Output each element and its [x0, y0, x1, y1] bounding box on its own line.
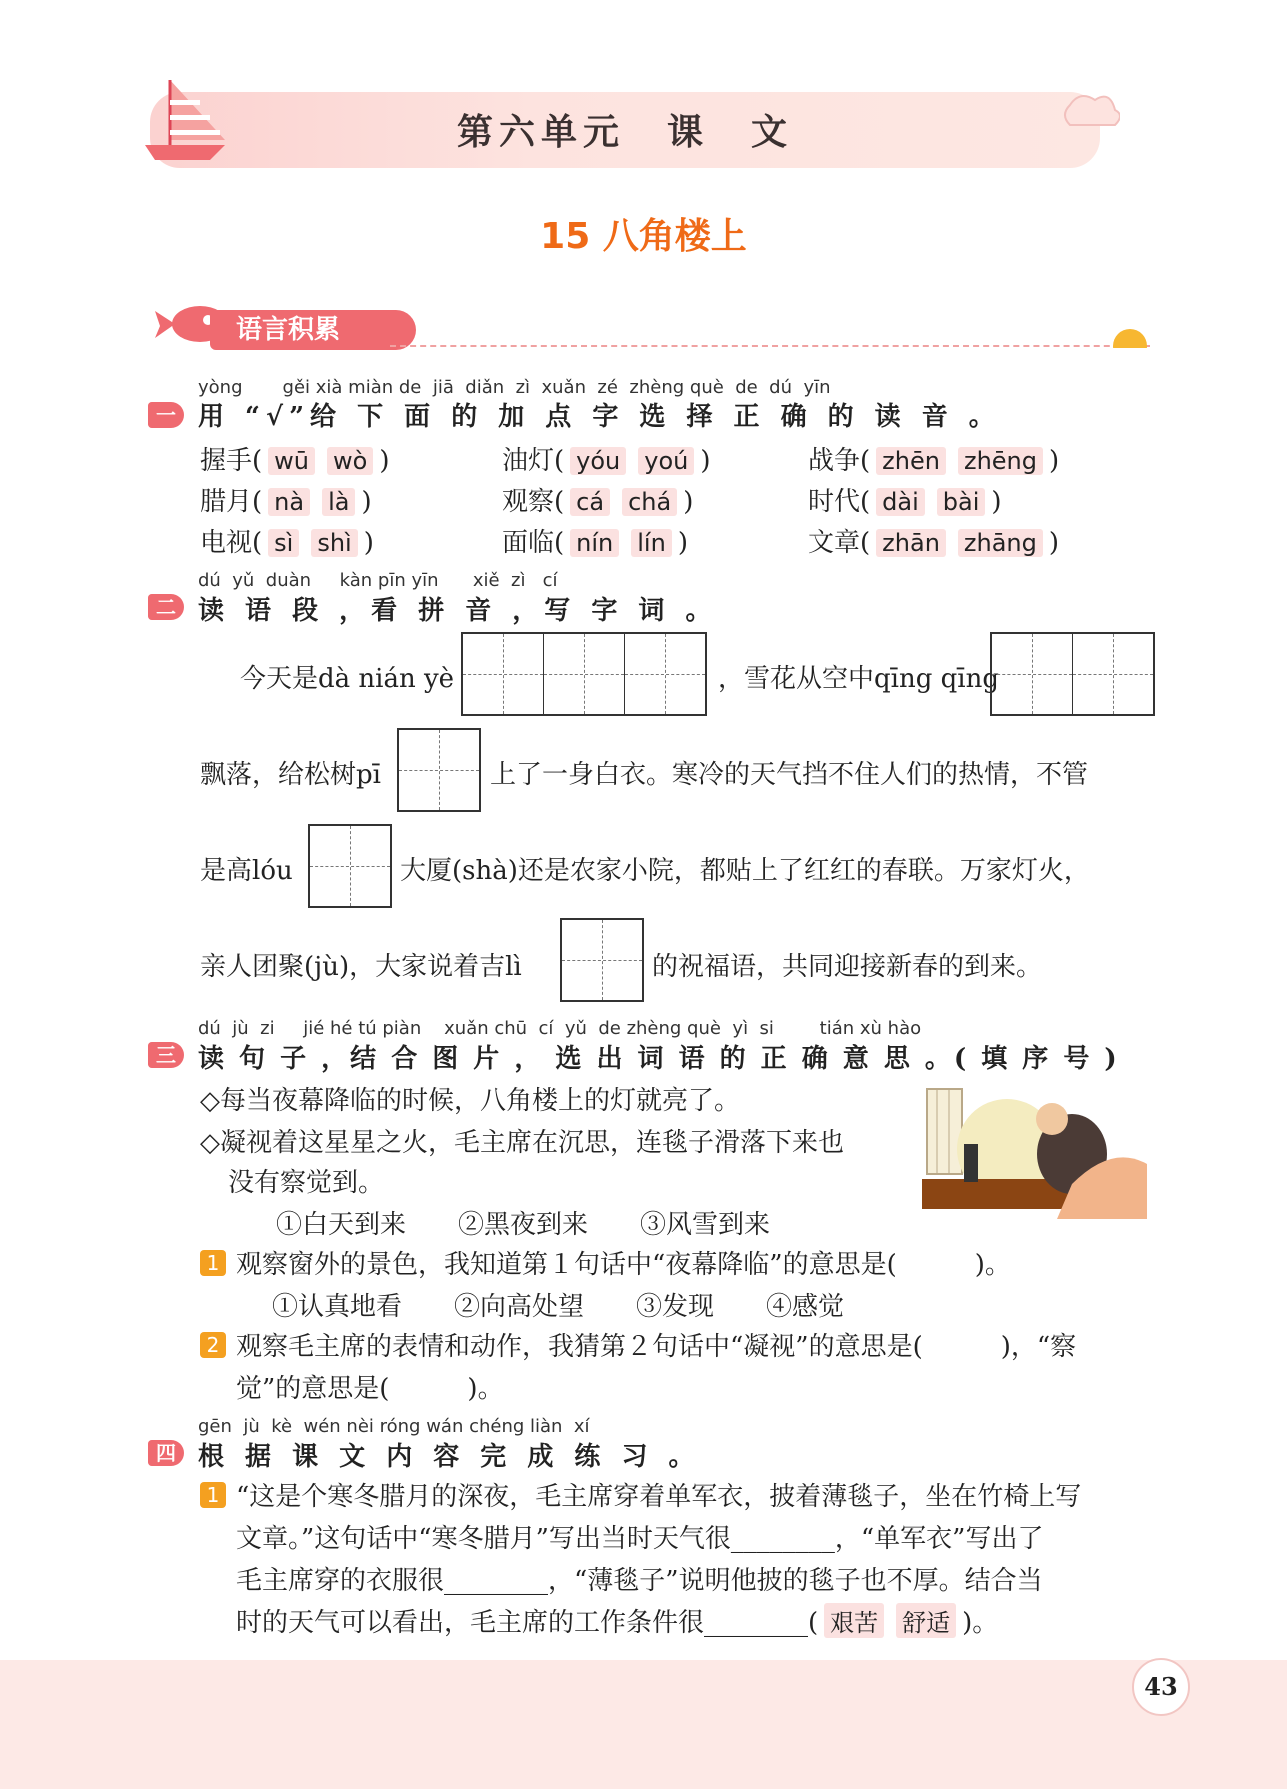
- option-b[interactable]: lín: [631, 529, 672, 557]
- passage-text: 飘落，给松树pī: [200, 760, 381, 790]
- passage-text: ，雪花从空中qīng qīng: [718, 664, 999, 694]
- q1-word: 油灯: [502, 446, 555, 476]
- writing-grid[interactable]: [308, 824, 392, 908]
- option-a[interactable]: yóu: [570, 447, 626, 475]
- q2-instruction: 读 语 段 ，看 拼 音 ，写 字 词 。: [198, 596, 718, 626]
- sentence: ◇每当夜幕降临的时候，八角楼上的灯就亮了。: [200, 1086, 740, 1116]
- q3-pinyin: dú jù zi jié hé tú piàn xuǎn chū cí yǔ de zhèng què yì si tián xù hào: [198, 1018, 922, 1039]
- q4-line: [236, 1602, 998, 1639]
- page-number: 43: [1132, 1658, 1190, 1716]
- sentence: 没有察觉到。: [228, 1168, 385, 1198]
- options: ①白天到来 ②黑夜到来 ③风雪到来: [276, 1210, 771, 1240]
- writing-grid[interactable]: [397, 728, 481, 812]
- sub-question-number: 1: [200, 1482, 226, 1508]
- q1-instruction: 用 “√”给 下 面 的 加 点 字 选 择 正 确 的 读 音 。: [198, 402, 1001, 432]
- writing-grid[interactable]: [990, 632, 1155, 716]
- option-b[interactable]: bài: [937, 488, 986, 516]
- q4-line: “这是个寒冬腊月的深夜，毛主席穿着单军衣，披着薄毯子，坐在竹椅上写: [236, 1482, 1082, 1512]
- q1-word: 时代: [808, 487, 861, 517]
- section-tag: 语言积累: [210, 310, 416, 350]
- q4-badge: 四: [148, 1440, 184, 1466]
- passage-text: 是高lóu: [200, 856, 293, 886]
- option-a[interactable]: zhēn: [876, 447, 946, 475]
- passage-text: 亲人团聚(jù)，大家说着吉lì: [200, 952, 522, 982]
- q1-badge: 一: [148, 402, 184, 428]
- option-b[interactable]: chá: [622, 488, 677, 516]
- option-b[interactable]: shì: [311, 529, 357, 557]
- options: ①认真地看 ②向高处望 ③发现 ④感觉: [272, 1292, 845, 1322]
- q4-pinyin: gēn jù kè wén nèi róng wán chéng liàn xí: [198, 1416, 590, 1437]
- q1-item: 握手( wū wò ): [200, 446, 390, 476]
- q4-line: 毛主席穿的衣服很________，“薄毯子”说明他披的毯子也不厚。结合当: [236, 1566, 1043, 1596]
- sub-question-number: 1: [200, 1250, 226, 1276]
- passage-text: 上了一身白衣。寒冷的天气挡不住人们的热情，不管: [490, 760, 1089, 790]
- section-divider: [390, 345, 1150, 347]
- option-b[interactable]: là: [322, 488, 355, 516]
- passage-text: 今天是dà nián yè: [240, 664, 455, 694]
- option-b[interactable]: zhēng: [958, 447, 1043, 475]
- q1-word: 握手: [200, 446, 253, 476]
- option-b[interactable]: zhāng: [958, 529, 1043, 557]
- option-b[interactable]: wò: [327, 447, 373, 475]
- q1-item: 时代( dài bài ): [808, 487, 1002, 517]
- q2-badge: 二: [148, 594, 184, 620]
- passage-text: 大厦(shà)还是农家小院，都贴上了红红的春联。万家灯火，: [400, 856, 1090, 886]
- option-a[interactable]: nà: [268, 488, 310, 516]
- q1-word: 面临: [502, 528, 555, 558]
- writing-grid[interactable]: [560, 918, 644, 1002]
- q4-line: 文章。”这句话中“寒冬腊月”写出当时天气很________，“单军衣”写出了: [236, 1524, 1044, 1554]
- sub-question: 观察窗外的景色，我知道第１句话中“夜幕降临”的意思是( )。: [236, 1250, 1011, 1280]
- option-a[interactable]: nín: [570, 529, 619, 557]
- writing-grid[interactable]: [461, 632, 707, 716]
- q1-word: 战争: [808, 446, 861, 476]
- q1-item: 战争( zhēn zhēng ): [808, 446, 1060, 476]
- option-b[interactable]: yoú: [638, 447, 694, 475]
- q4-line-end: )。: [962, 1608, 999, 1638]
- q4-instruction: 根 据 课 文 内 容 完 成 练 习 。: [198, 1442, 701, 1472]
- lesson-title: 15 八角楼上: [540, 216, 747, 257]
- q1-word: 腊月: [200, 487, 253, 517]
- sub-question: 观察毛主席的表情和动作，我猜第２句话中“凝视”的意思是( )，“察: [236, 1332, 1077, 1362]
- q1-word: 观察: [502, 487, 555, 517]
- sun-icon: [1105, 318, 1155, 348]
- footer-background: [0, 1660, 1287, 1789]
- q1-word: 文章: [808, 528, 861, 558]
- q1-word: 电视: [200, 528, 253, 558]
- option-a[interactable]: wū: [268, 447, 315, 475]
- q2-pinyin: dú yǔ duàn kàn pīn yīn xiě zì cí: [198, 570, 558, 591]
- unit-title: 第六单元 课 文: [456, 112, 793, 153]
- q3-instruction: 读 句 子 ，结 合 图 片 ， 选 出 词 语 的 正 确 意 思 。( 填 序 号 ): [198, 1044, 1120, 1074]
- q4-line-text: 时的天气可以看出，毛主席的工作条件很________(: [236, 1608, 819, 1638]
- sub-question: 觉”的意思是( )。: [236, 1374, 504, 1404]
- q1-pinyin: yòng gěi xià miàn de jiā diǎn zì xuǎn zé zhèng què de dú yīn: [198, 377, 831, 398]
- option-a[interactable]: sì: [268, 529, 299, 557]
- option-a[interactable]: 艰苦: [824, 1603, 884, 1638]
- option-a[interactable]: dài: [876, 488, 925, 516]
- q3-badge: 三: [148, 1042, 184, 1068]
- q1-item: 油灯( yóu yoú ): [502, 446, 711, 476]
- mao-illustration: [922, 1084, 1152, 1224]
- q1-item: 电视( sì shì ): [200, 528, 374, 558]
- q1-item: 腊月( nà là ): [200, 487, 372, 517]
- sentence: ◇凝视着这星星之火，毛主席在沉思，连毯子滑落下来也: [200, 1128, 844, 1158]
- option-a[interactable]: zhān: [876, 529, 946, 557]
- option-b[interactable]: 舒适: [896, 1603, 956, 1638]
- q1-item: 面临( nín lín ): [502, 528, 688, 558]
- q1-item: 文章( zhān zhāng ): [808, 528, 1060, 558]
- passage-text: 的祝福语，共同迎接新春的到来。: [652, 952, 1043, 982]
- q1-item: 观察( cá chá ): [502, 487, 694, 517]
- sub-question-number: 2: [200, 1332, 226, 1358]
- option-a[interactable]: cá: [570, 488, 610, 516]
